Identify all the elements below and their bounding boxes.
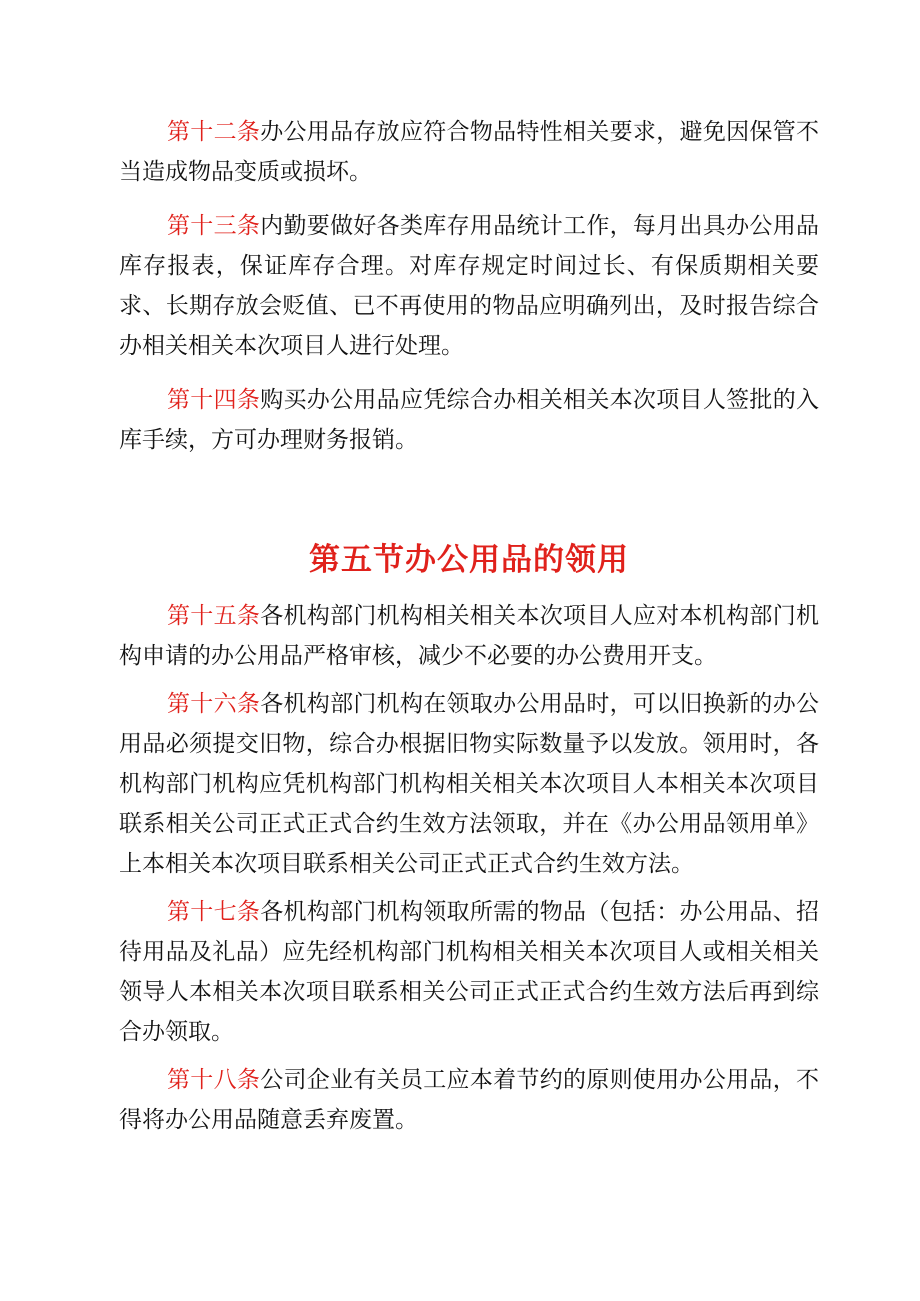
article-text: 公司企业有关员工应本着节约的原则使用办公用品，不得将办公用品随意丢弃废置。 <box>119 1067 820 1133</box>
article-text: 各机构部门机构领取所需的物品（包括：办公用品、招待用品及礼品）应先经机构部门机构相关相关本次项目人或相关相关领导人本相关本次项目联系相关公司正式正式合约生效方法后再到综合办领取。 <box>119 899 820 1045</box>
article-14 <box>119 380 819 460</box>
spacer <box>119 192 819 206</box>
spacer <box>119 884 819 892</box>
article-number: 第十三条 <box>167 213 261 239</box>
article-text: 各机构部门机构相关相关本次项目人应对本机构部门机构申请的办公用品严格审核，减少不必要的办公费用开支。 <box>119 603 820 669</box>
article-17 <box>119 892 819 1052</box>
spacer <box>119 1052 819 1060</box>
spacer <box>119 366 819 380</box>
article-number: 第十四条 <box>167 387 261 413</box>
article-text: 办公用品存放应符合物品特性相关要求，避免因保管不当造成物品变质或损坏。 <box>119 119 820 185</box>
article-text: 购买办公用品应凭综合办相关相关本次项目人签批的入库手续，方可办理财务报销。 <box>119 387 820 453</box>
document-body <box>119 112 819 1140</box>
article-text: 内勤要做好各类库存用品统计工作，每月出具办公用品库存报表，保证库存合理。对库存规定时间过长、有保质期相关要求、长期存放会贬值、已不再使用的物品应明确列出，及时报告综合办相关相关本次项目人进行处理。 <box>119 213 820 359</box>
article-13 <box>119 206 819 366</box>
section-title: 第五节办公用品的领用 <box>309 542 629 578</box>
article-12 <box>119 112 819 192</box>
article-number: 第十六条 <box>167 691 261 717</box>
article-number: 第十七条 <box>167 899 261 925</box>
article-text: 各机构部门机构在领取办公用品时，可以旧换新的办公用品必须提交旧物，综合办根据旧物实际数量予以发放。领用时，各机构部门机构应凭机构部门机构相关相关本次项目人本相关本次项目联系相关公司正式正式合约生效方法领取，并在《办公用品领用单》上本相关本次项目联系相关公司正式正式合约生效方法。 <box>119 691 820 877</box>
article-number: 第十八条 <box>167 1067 261 1093</box>
article-18 <box>119 1060 819 1140</box>
article-number: 第十二条 <box>167 119 261 145</box>
spacer <box>119 676 819 684</box>
article-number: 第十五条 <box>167 603 261 629</box>
article-15 <box>119 596 819 676</box>
article-16 <box>119 684 819 884</box>
